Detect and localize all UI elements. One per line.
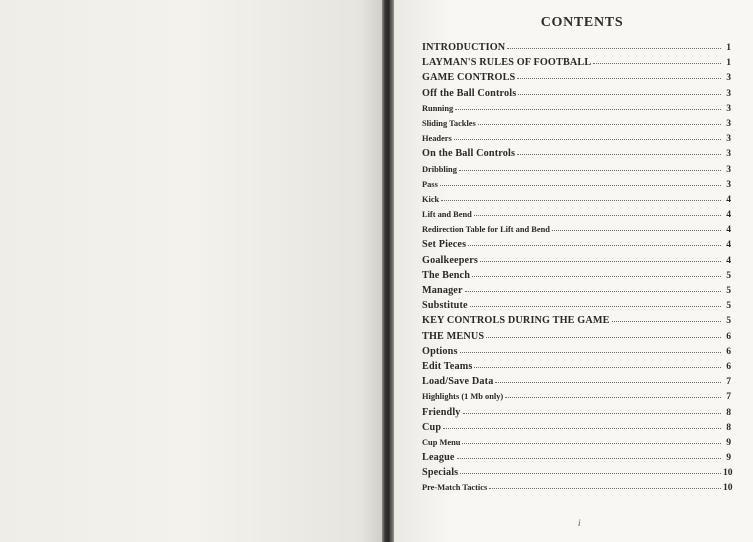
toc-entry [422, 162, 731, 177]
dot-leader [462, 443, 721, 444]
toc-entry-title: Substitute [422, 300, 468, 312]
toc-entry-title: Dribbling [422, 164, 457, 174]
toc-entry [422, 131, 731, 146]
toc-entry [422, 192, 731, 207]
toc-entry [422, 450, 731, 465]
toc-page-number: 5 [726, 300, 731, 312]
toc-page-number: 9 [726, 452, 731, 464]
toc-page-number: 6 [726, 360, 731, 372]
dot-leader [455, 109, 721, 110]
book-gutter [382, 0, 394, 542]
dot-leader [460, 473, 721, 474]
toc-entry-title: Cup [422, 421, 442, 433]
contents-page [394, 0, 753, 542]
dot-leader [478, 124, 721, 125]
toc-entry [422, 359, 731, 374]
toc-page-number: 3 [726, 117, 731, 129]
toc-entry [422, 329, 731, 344]
toc-page-number: 4 [726, 193, 731, 205]
toc-entry-title: GAME CONTROLS [422, 72, 516, 84]
toc-page-number: 3 [726, 72, 731, 84]
toc-page-number: 4 [726, 224, 731, 236]
dot-leader [593, 63, 721, 64]
toc-entry [422, 268, 731, 283]
toc-page-number: 3 [726, 178, 731, 190]
toc-page-number: 3 [726, 87, 731, 99]
footer-page-number: i [578, 518, 581, 528]
page-title: CONTENTS [540, 15, 624, 30]
table-of-contents [422, 40, 731, 496]
toc-entry-title: Lift and Bend [422, 210, 472, 220]
toc-entry [422, 116, 731, 131]
toc-entry-title: Redirection Table for Lift and Bend [422, 225, 550, 235]
toc-entry-title: Load/Save Data [422, 376, 494, 388]
toc-page-number: 6 [726, 330, 731, 342]
toc-page-number: 10 [723, 467, 733, 479]
toc-entry [422, 177, 731, 192]
dot-leader [454, 139, 721, 140]
toc-page-number: 1 [726, 42, 731, 53]
toc-entry [422, 298, 731, 313]
toc-entry-title: INTRODUCTION [422, 42, 506, 53]
dot-leader [465, 291, 721, 292]
toc-entry-title: Manager [422, 285, 463, 296]
dot-leader [518, 94, 721, 95]
toc-entry-title: Pass [422, 179, 438, 189]
toc-entry [422, 70, 731, 85]
dot-leader [441, 200, 721, 201]
toc-page-number: 8 [726, 406, 731, 418]
toc-entry-title: Friendly [422, 406, 461, 418]
toc-entry-title: Sliding Tackles [422, 118, 476, 128]
toc-entry-title: LAYMAN'S RULES OF FOOTBALL [422, 57, 592, 69]
toc-page-number: 7 [726, 391, 731, 403]
toc-entry [422, 101, 731, 116]
toc-entry-title: Goalkeepers [422, 254, 478, 266]
dot-leader [480, 261, 721, 262]
toc-page-number: 6 [726, 345, 731, 357]
dot-leader [486, 337, 721, 338]
toc-page-number: 4 [726, 209, 731, 221]
toc-entry [422, 222, 731, 237]
dot-leader [472, 276, 721, 277]
toc-entry [422, 207, 731, 222]
dot-leader [440, 185, 721, 186]
toc-entry [422, 405, 731, 420]
toc-page-number: 3 [726, 102, 731, 114]
toc-page-number: 4 [726, 254, 731, 266]
toc-entry-title: THE MENUS [422, 330, 485, 342]
toc-page-number: 10 [723, 482, 733, 494]
dot-leader [495, 382, 721, 383]
dot-leader [612, 321, 721, 322]
toc-entry-title: Highlights (1 Mb only) [422, 392, 504, 402]
toc-entry [422, 480, 731, 495]
toc-page-number: 3 [726, 163, 731, 175]
toc-entry-title: Headers [422, 134, 452, 144]
toc-entry-title: Off the Ball Controls [422, 87, 517, 99]
toc-page-number: 1 [726, 57, 731, 69]
dot-leader [463, 413, 721, 414]
toc-entry [422, 146, 731, 161]
toc-entry [422, 86, 731, 101]
toc-entry [422, 389, 731, 404]
toc-entry [422, 465, 731, 480]
dot-leader [517, 78, 721, 79]
toc-entry-title: Edit Teams [422, 360, 473, 372]
dot-leader [459, 170, 721, 171]
dot-leader [517, 154, 721, 155]
toc-entry [422, 237, 731, 252]
toc-page-number: 5 [726, 285, 731, 296]
toc-entry-title: Set Pieces [422, 239, 467, 251]
toc-entry [422, 420, 731, 435]
dot-leader [443, 428, 721, 429]
toc-entry [422, 435, 731, 450]
dot-leader [468, 245, 721, 246]
toc-entry-title: Options [422, 345, 458, 357]
toc-page-number: 4 [726, 239, 731, 251]
toc-entry-title: Pre-Match Tactics [422, 483, 488, 493]
toc-entry [422, 374, 731, 389]
dot-leader [489, 488, 721, 489]
dot-leader [552, 230, 721, 231]
dot-leader [457, 458, 721, 459]
toc-entry [422, 344, 731, 359]
toc-entry-title: On the Ball Controls [422, 148, 516, 160]
dot-leader [474, 215, 721, 216]
toc-entry [422, 283, 731, 298]
toc-page-number: 8 [726, 421, 731, 433]
dot-leader [507, 48, 721, 49]
toc-entry [422, 40, 731, 55]
dot-leader [505, 397, 721, 398]
toc-page-number: 9 [726, 436, 731, 448]
dot-leader [474, 367, 721, 368]
dot-leader [470, 306, 721, 307]
toc-entry-title: League [422, 452, 455, 464]
toc-entry-title: Kick [422, 194, 440, 204]
toc-entry [422, 253, 731, 268]
toc-page-number: 3 [726, 148, 731, 160]
toc-page-number: 7 [726, 376, 731, 388]
toc-page-number: 3 [726, 133, 731, 145]
toc-entry-title: The Bench [422, 269, 471, 281]
toc-page-number: 5 [726, 269, 731, 281]
toc-entry-title: KEY CONTROLS DURING THE GAME [422, 315, 610, 327]
toc-entry [422, 313, 731, 328]
toc-entry-title: Running [422, 103, 454, 113]
toc-entry-title: Specials [422, 467, 459, 479]
toc-entry [422, 55, 731, 70]
toc-entry-title: Cup Menu [422, 437, 461, 447]
dot-leader [460, 352, 721, 353]
toc-page-number: 5 [726, 315, 731, 327]
